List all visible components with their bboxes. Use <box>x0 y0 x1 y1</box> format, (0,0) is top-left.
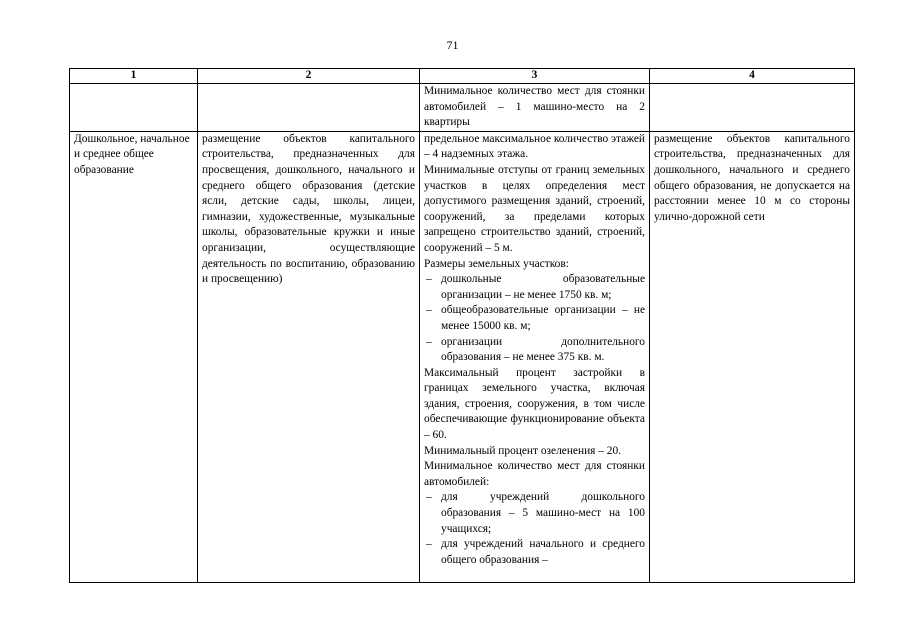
list-item: – дошкольные образовательные организации – не менее 1750 кв. м; <box>424 272 645 303</box>
table-header-row <box>70 69 855 84</box>
list-item: – для учреждений начального и среднего общего образования – <box>424 537 645 568</box>
table-row <box>70 131 855 582</box>
max-coverage-text: Максимальный процент застройки в границах земельного участка, включая здания, строения, сооружения, в том числе обеспечивающие функционирование объекта – 60. <box>424 366 645 442</box>
plot-sizes-list <box>424 272 645 366</box>
cell-parameters <box>420 131 650 582</box>
page-number: 71 <box>446 38 459 52</box>
cell-r1-c3: Минимальное количество мест для стоянки автомобилей – 1 машино-место на 2 квартиры <box>420 84 650 132</box>
column-header-1: 1 <box>70 69 198 84</box>
list-item: – организации дополнительного образования – не менее 375 кв. м. <box>424 335 645 366</box>
column-header-3: 3 <box>420 69 650 84</box>
setbacks-text: Минимальные отступы от границ земельных участков в целях определения мест допустимого размещения зданий, строений, сооружений, за пределами которых запрещено строительство зданий, строений, сооружений – 5 м. <box>424 163 645 254</box>
cell-restrictions: размещение объектов капитального строительства, предназначенных для дошкольного, начального и среднего общего образования, не допускается на расстоянии менее 10 м со стороны улично-дорожной сети <box>650 131 855 582</box>
cell-use-type: Дошкольное, начальное и среднее общее образование <box>70 131 198 582</box>
cell-r1-c2 <box>198 84 420 132</box>
max-floors-text: предельное максимальное количество этажей – 4 надземных этажа. <box>424 132 645 161</box>
cell-r1-c4 <box>650 84 855 132</box>
regulations-table <box>69 68 855 583</box>
min-greening-text: Минимальный процент озеленения – 20. <box>424 444 622 457</box>
column-header-2: 2 <box>198 69 420 84</box>
column-header-4: 4 <box>650 69 855 84</box>
parking-heading: Минимальное количество мест для стоянки автомобилей: <box>424 460 645 488</box>
list-item: – общеобразовательные организации – не менее 15000 кв. м; <box>424 303 645 334</box>
parking-list <box>424 490 645 568</box>
table-row <box>70 84 855 132</box>
plot-sizes-heading: Размеры земельных участков: <box>424 257 569 270</box>
parameters-content <box>424 132 645 582</box>
list-item: – для учреждений дошкольного образования – 5 машино-мест на 100 учащихся; <box>424 490 645 537</box>
cell-r1-c1 <box>70 84 198 132</box>
cell-use-description: размещение объектов капитального строительства, предназначенных для просвещения, дошкольного, начального и среднего общего образования (детские ясли, детские сады, школы, лицеи, гимназии, художественные, музыкальные школы, образовательные кружки и иные организации, осуществляющие деятельность по воспитанию, образованию и просвещению) <box>198 131 420 582</box>
